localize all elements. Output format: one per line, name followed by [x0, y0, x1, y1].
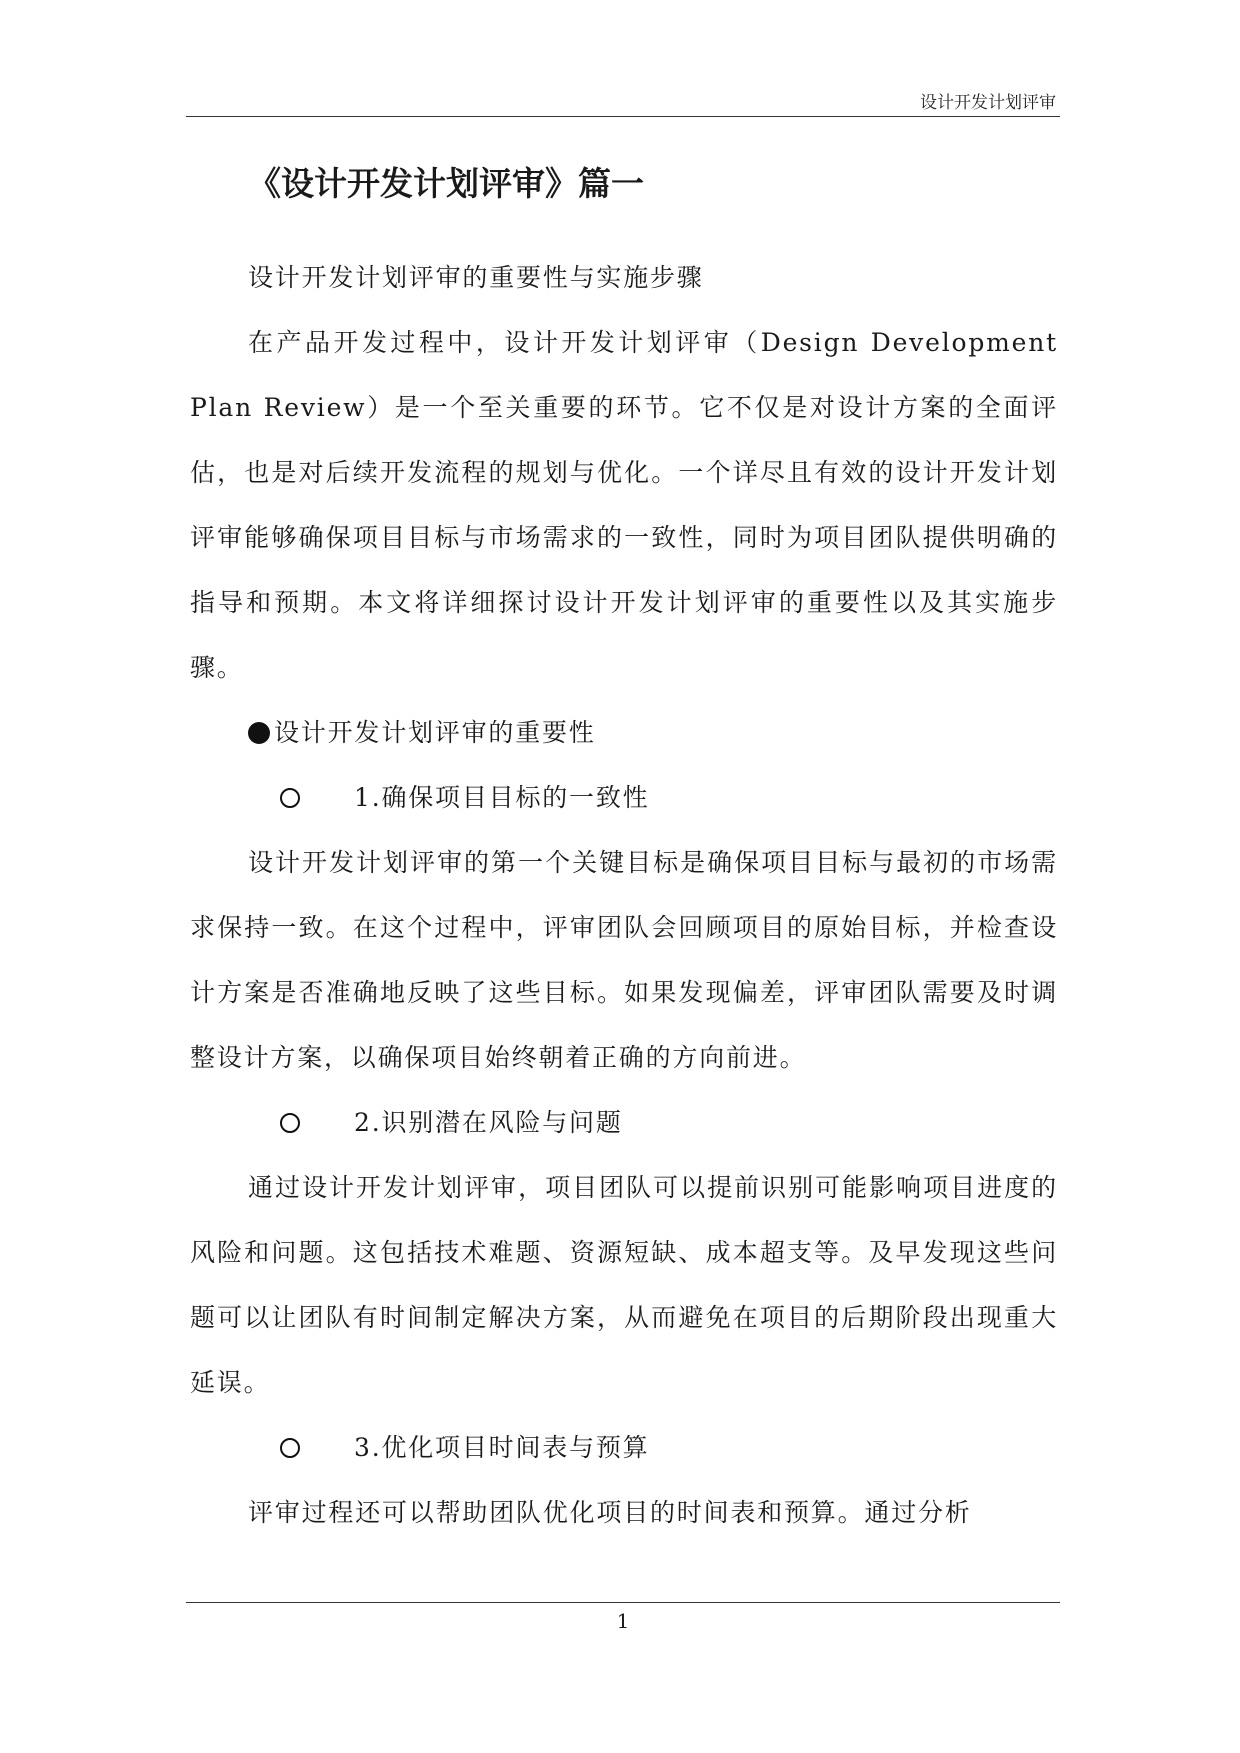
- list-item-paragraph: 设计开发计划评审的第一个关键目标是确保项目目标与最初的市场需求保持一致。在这个过程中，评审团队会回顾项目的原始目标，并检查设计方案是否准确地反映了这些目标。如果发现偏差，评审团队需要及时调整设计方案，以确保项目始终朝着正确的方向前进。: [190, 848, 1058, 1072]
- list-item-heading: [190, 765, 1058, 830]
- list-item-paragraph: 评审过程还可以帮助团队优化项目的时间表和预算。通过分析: [248, 1498, 972, 1527]
- hollow-bullet-icon: [280, 788, 300, 808]
- list-item-label: 3.优化项目时间表与预算: [354, 1433, 650, 1462]
- page-number: 1: [616, 1609, 630, 1633]
- hollow-bullet-icon: [280, 1113, 300, 1133]
- document-body: [190, 245, 1058, 1545]
- list-item-heading: [190, 1090, 1058, 1155]
- section-heading-line: [190, 700, 1058, 765]
- list-item-paragraph: 通过设计开发计划评审，项目团队可以提前识别可能影响项目进度的风险和问题。这包括技术难题、资源短缺、成本超支等。及早发现这些问题可以让团队有时间制定解决方案，从而避免在项目的后期阶段出现重大延误。: [190, 1173, 1058, 1397]
- document-title: 《设计开发计划评审》篇一: [248, 164, 644, 203]
- running-header-title: 设计开发计划评审: [920, 93, 1056, 113]
- filled-bullet-icon: [248, 722, 270, 744]
- page-header: [186, 80, 1060, 117]
- list-item-label: 2.识别潜在风险与问题: [354, 1108, 623, 1137]
- section-heading: 设计开发计划评审的重要性: [274, 718, 596, 747]
- list-item-label: 1.确保项目目标的一致性: [354, 783, 650, 812]
- intro-paragraph: 在产品开发过程中，设计开发计划评审（Design Development Plan Review）是一个至关重要的环节。它不仅是对设计方案的全面评估，也是对后续开发流程的规划与优化。一个详尽且有效的设计开发计划评审能够确保项目目标与市场需求的一致性，同时为项目团队提供明确的指导和预期。本文将详细探讨设计开发计划评审的重要性以及其实施步骤。: [190, 328, 1058, 682]
- page-footer: [186, 1602, 1060, 1633]
- article-subtitle: 设计开发计划评审的重要性与实施步骤: [248, 263, 704, 292]
- list-item-heading: [190, 1415, 1058, 1480]
- hollow-bullet-icon: [280, 1438, 300, 1458]
